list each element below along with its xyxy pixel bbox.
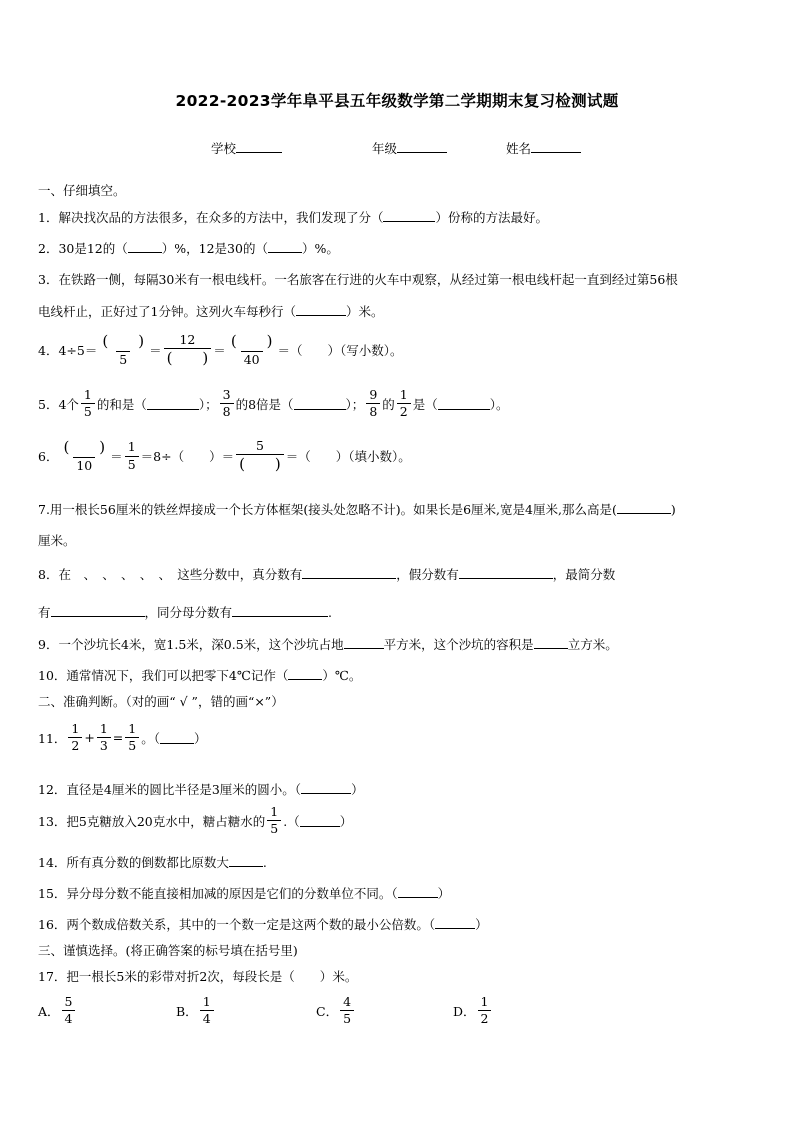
fraction: $\frac{1}{2}$ bbox=[68, 722, 82, 754]
section-2-heading: 二、准确判断。（对的画“ √ ”，错的画“×”） bbox=[38, 694, 284, 709]
answer-blank[interactable] bbox=[459, 567, 553, 579]
answer-blank[interactable] bbox=[300, 815, 340, 827]
answer-blank[interactable] bbox=[296, 304, 346, 316]
question-15: 15．异分母分数不能直接相加减的原因是它们的分数单位不同。（ ） bbox=[38, 886, 451, 901]
name-label: 姓名 bbox=[506, 141, 532, 156]
fraction: $\frac{5}{( )}$ bbox=[236, 439, 284, 474]
question-2: 2．30是12的（ ）%，12是30的（ ）%。 bbox=[38, 241, 339, 256]
fraction: $\frac{12}{( )}$ bbox=[164, 333, 212, 368]
page-title: 2022-2023学年阜平县五年级数学第二学期期末复习检测试题 bbox=[175, 92, 619, 110]
grade-label: 年级 bbox=[372, 141, 398, 156]
fraction: $\frac{1}{2}$ bbox=[397, 388, 411, 420]
answer-blank[interactable] bbox=[617, 502, 671, 514]
answer-blank[interactable] bbox=[232, 605, 328, 617]
option-d[interactable]: D． $\frac{1}{2}$ bbox=[453, 995, 493, 1027]
question-8-line-1: 8．在 、 、 、 、 、 这些分数中，真分数有 ，假分数有 ，最简分数 bbox=[38, 567, 616, 582]
answer-blank[interactable] bbox=[288, 668, 322, 680]
question-7-line-1: 7.用一根长56厘米的铁丝焊接成一个长方体框架(接头处忽略不计)。如果长是6厘米,宽是4厘米,那么高是( ) bbox=[38, 502, 676, 517]
answer-blank[interactable] bbox=[344, 637, 384, 649]
option-a[interactable]: A． $\frac{5}{4}$ bbox=[38, 995, 77, 1027]
fraction: $\frac{1}{2}$ bbox=[478, 995, 492, 1027]
fraction: $\frac{1}{4}$ bbox=[200, 995, 214, 1027]
answer-blank[interactable] bbox=[383, 210, 435, 222]
fraction: $\frac{1}{3}$ bbox=[97, 722, 111, 754]
answer-blank[interactable] bbox=[534, 637, 568, 649]
question-9: 9．一个沙坑长4米，宽1.5米，深0.5米，这个沙坑占地 平方米，这个沙坑的容积是 立方米。 bbox=[38, 637, 618, 652]
option-b[interactable]: B． $\frac{1}{4}$ bbox=[176, 995, 216, 1027]
answer-blank[interactable] bbox=[398, 886, 438, 898]
section-1-heading: 一、仔细填空。 bbox=[38, 183, 126, 198]
answer-blank[interactable] bbox=[438, 398, 490, 410]
answer-blank[interactable] bbox=[160, 732, 194, 744]
school-field[interactable] bbox=[211, 139, 282, 157]
fraction: $\frac{4}{5}$ bbox=[340, 995, 354, 1027]
question-8-line-2: 有 ，同分母分数有 . bbox=[38, 605, 333, 620]
answer-blank[interactable] bbox=[147, 398, 199, 410]
question-3-line-1: 3．在铁路一侧，每隔30米有一根电线杆。一名旅客在行进的火车中观察，从经过第一根电线杆起一直到经过第56根 bbox=[38, 272, 678, 287]
name-blank[interactable] bbox=[531, 141, 581, 153]
grade-field[interactable] bbox=[372, 139, 447, 157]
answer-blank[interactable] bbox=[302, 567, 396, 579]
fraction: $\frac{( )}{40}$ bbox=[230, 332, 273, 368]
question-3-line-2: 电线杆止，正好过了1分钟。这列火车每秒行（ ）米。 bbox=[38, 304, 384, 319]
answer-blank[interactable] bbox=[301, 782, 351, 794]
fraction: $\frac{1}{5}$ bbox=[81, 388, 95, 420]
question-10: 10．通常情况下，我们可以把零下4℃记作（ ）℃。 bbox=[38, 668, 362, 683]
name-field[interactable] bbox=[506, 139, 581, 157]
answer-blank[interactable] bbox=[435, 917, 475, 929]
question-6: 6． $\frac{( )}{10}$ ＝ $\frac{1}{5}$ ＝8÷（ ）＝ $\frac{5}{( )}$ ＝（ ）（填小数）。 bbox=[38, 438, 411, 474]
school-label: 学校 bbox=[211, 141, 237, 156]
fraction: $\frac{( )}{5}$ bbox=[102, 332, 145, 368]
fraction: $\frac{3}{8}$ bbox=[220, 388, 234, 420]
fraction: $\frac{1}{5}$ bbox=[125, 440, 139, 472]
section-3-heading: 三、谨慎选择。(将正确答案的标号填在括号里) bbox=[38, 943, 298, 958]
question-4: 4．4÷5＝ $\frac{( )}{5}$ ＝ $\frac{12}{( )}$ ＝ $\frac{( )}{40}$ ＝（ ）（写小数）。 bbox=[38, 332, 403, 368]
fraction: $\frac{1}{5}$ bbox=[125, 722, 139, 754]
answer-blank[interactable] bbox=[294, 398, 346, 410]
question-17: 17．把一根长5米的彩带对折2次，每段长是（ ）米。 bbox=[38, 969, 358, 984]
answer-blank[interactable] bbox=[51, 605, 145, 617]
question-14: 14．所有真分数的倒数都比原数大 . bbox=[38, 855, 267, 870]
question-12: 12．直径是4厘米的圆比半径是3厘米的圆小。（ ） bbox=[38, 782, 364, 797]
fraction: $\frac{1}{5}$ bbox=[267, 805, 281, 837]
school-blank[interactable] bbox=[236, 141, 282, 153]
question-16: 16．两个数成倍数关系，其中的一个数一定是这两个数的最小公倍数。（ ） bbox=[38, 917, 488, 932]
answer-blank[interactable] bbox=[128, 241, 162, 253]
fraction: $\frac{5}{4}$ bbox=[62, 995, 76, 1027]
fraction: $\frac{9}{8}$ bbox=[366, 388, 380, 420]
question-1: 1．解决找次品的方法很多，在众多的方法中，我们发现了分（ ）份称的方法最好。 bbox=[38, 210, 548, 225]
fraction: $\frac{( )}{10}$ bbox=[63, 438, 106, 474]
answer-blank[interactable] bbox=[229, 855, 263, 867]
answer-blank[interactable] bbox=[268, 241, 302, 253]
question-11: 11． $\frac{1}{2}$ + $\frac{1}{3}$ = $\frac{1}{5}$ 。（ ） bbox=[38, 721, 207, 754]
question-7-line-2: 厘米。 bbox=[38, 533, 76, 548]
grade-blank[interactable] bbox=[397, 141, 447, 153]
question-5: 5．4个 $\frac{1}{5}$ 的和是（ ）； $\frac{3}{8}$ 的8倍是（ ）； $\frac{9}{8}$ 的 $\frac{1}{2}$ 是（ ）。 bbox=[38, 387, 509, 420]
option-c[interactable]: C． $\frac{4}{5}$ bbox=[316, 995, 356, 1027]
question-13: 13．把5克糖放入20克水中，糖占糖水的 $\frac{1}{5}$ .（ ） bbox=[38, 804, 353, 837]
